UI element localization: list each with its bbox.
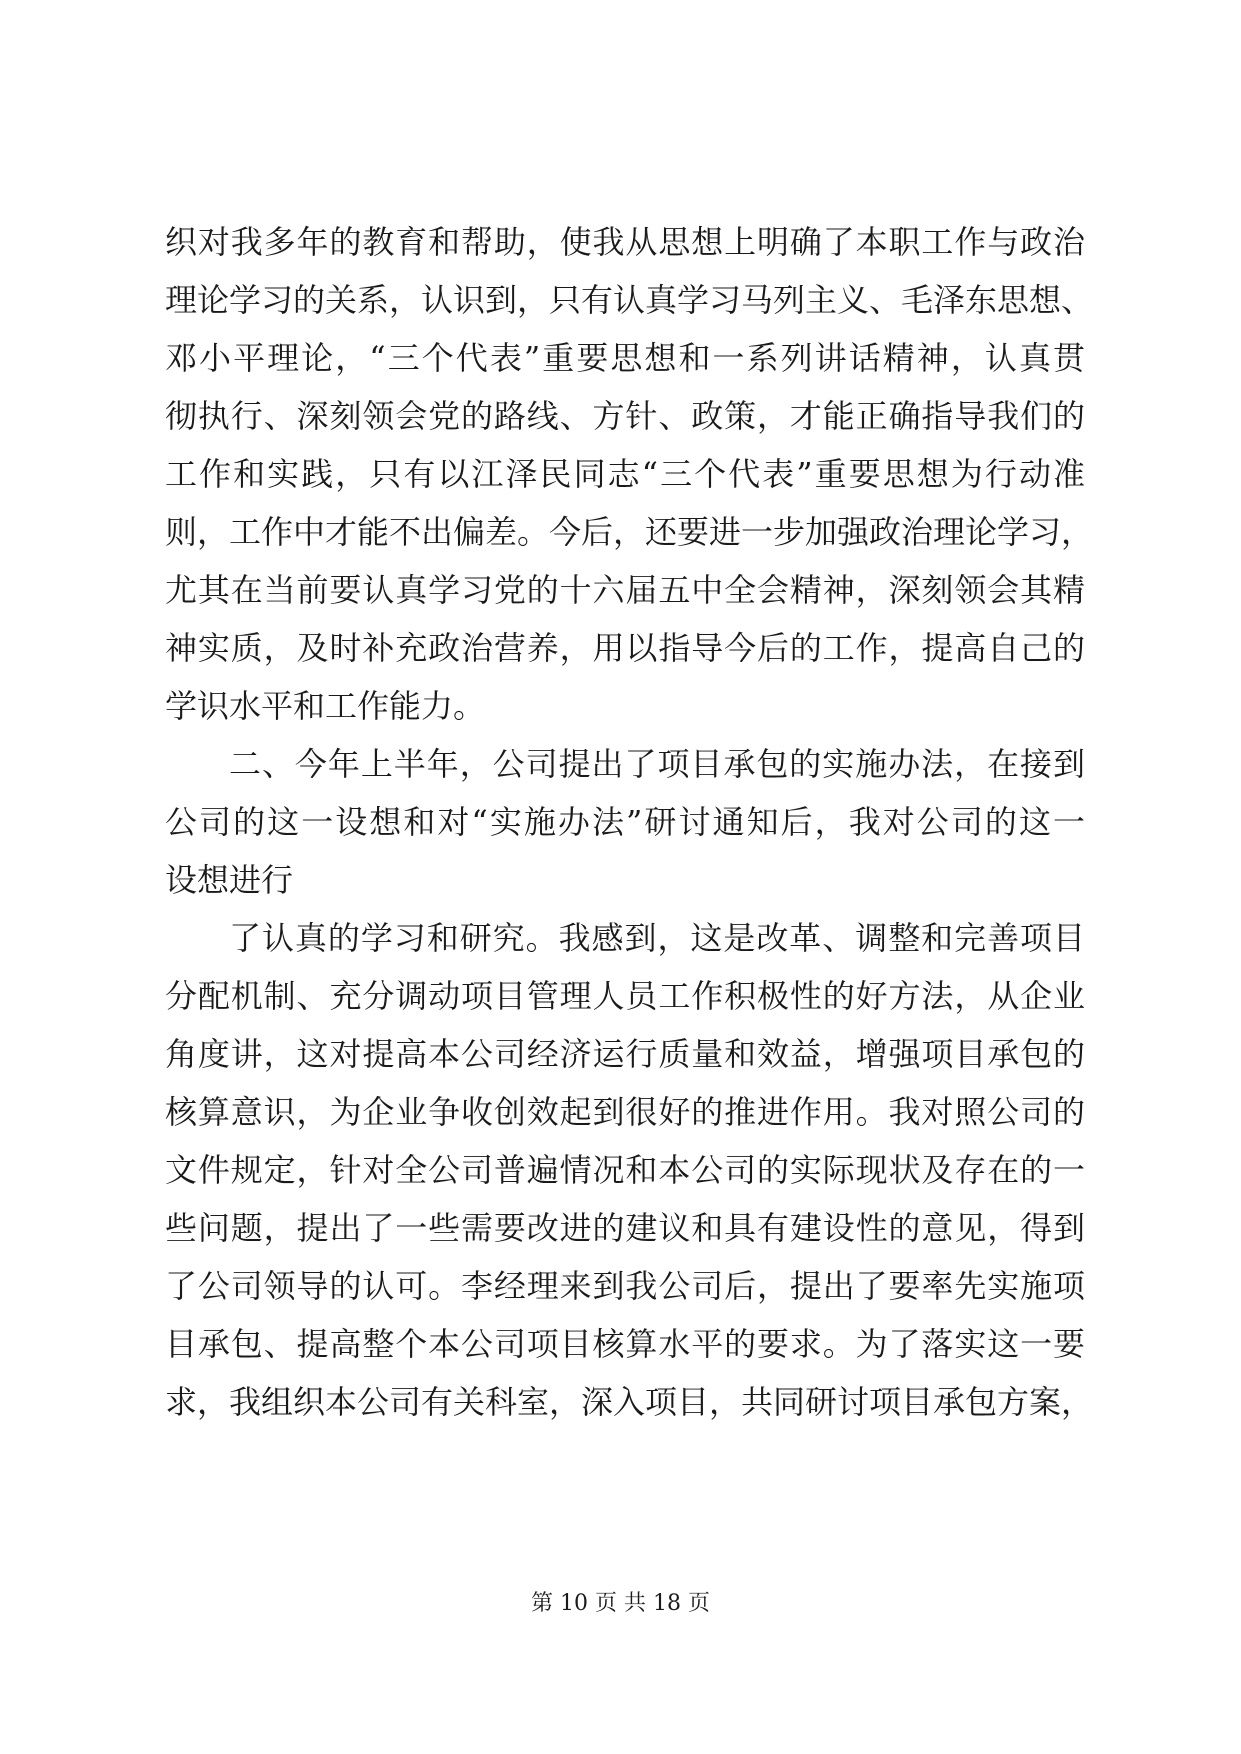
text-line: 了公司领导的认可。李经理来到我公司后，提出了要率先实施项 bbox=[165, 1267, 1085, 1305]
text-line: 分配机制、充分调动项目管理人员工作积极性的好方法，从企业 bbox=[165, 977, 1085, 1015]
text-line: 神实质，及时补充政治营养，用以指导今后的工作，提高自己的 bbox=[165, 629, 1085, 667]
text-line: 文件规定，针对全公司普遍情况和本公司的实际现状及存在的一 bbox=[165, 1151, 1085, 1189]
text-line: 织对我多年的教育和帮助，使我从思想上明确了本职工作与政治 bbox=[165, 223, 1085, 261]
paragraph-start-line: 了认真的学习和研究。我感到，这是改革、调整和完善项目 bbox=[229, 919, 1085, 957]
page-number-footer: 第 10 页 共 18 页 bbox=[531, 1591, 710, 1616]
paragraph-start-line: 二、今年上半年，公司提出了项目承包的实施办法，在接到 bbox=[229, 745, 1085, 783]
text-line: 设想进行 bbox=[165, 861, 294, 899]
text-line: 些问题，提出了一些需要改进的建议和具有建设性的意见，得到 bbox=[165, 1209, 1085, 1247]
text-line: 公司的这一设想和对“实施办法”研讨通知后，我对公司的这一 bbox=[165, 803, 1085, 841]
text-line: 工作和实践，只有以江泽民同志“三个代表”重要思想为行动准 bbox=[165, 455, 1085, 493]
text-line: 邓小平理论，“三个代表”重要思想和一系列讲话精神，认真贯 bbox=[165, 339, 1085, 377]
text-line: 目承包、提高整个本公司项目核算水平的要求。为了落实这一要 bbox=[165, 1325, 1085, 1363]
text-line: 则，工作中才能不出偏差。今后，还要进一步加强政治理论学习， bbox=[165, 513, 1094, 551]
text-line: 理论学习的关系，认识到，只有认真学习马列主义、毛泽东思想、 bbox=[165, 281, 1094, 319]
text-line: 求，我组织本公司有关科室，深入项目，共同研讨项目承包方案， bbox=[165, 1383, 1094, 1421]
text-line: 学识水平和工作能力。 bbox=[165, 687, 486, 725]
text-line: 尤其在当前要认真学习党的十六届五中全会精神，深刻领会其精 bbox=[165, 571, 1085, 609]
text-line: 角度讲，这对提高本公司经济运行质量和效益，增强项目承包的 bbox=[165, 1035, 1085, 1073]
text-line: 彻执行、深刻领会党的路线、方针、政策，才能正确指导我们的 bbox=[165, 397, 1085, 435]
text-line: 核算意识，为企业争收创效起到很好的推进作用。我对照公司的 bbox=[165, 1093, 1085, 1131]
